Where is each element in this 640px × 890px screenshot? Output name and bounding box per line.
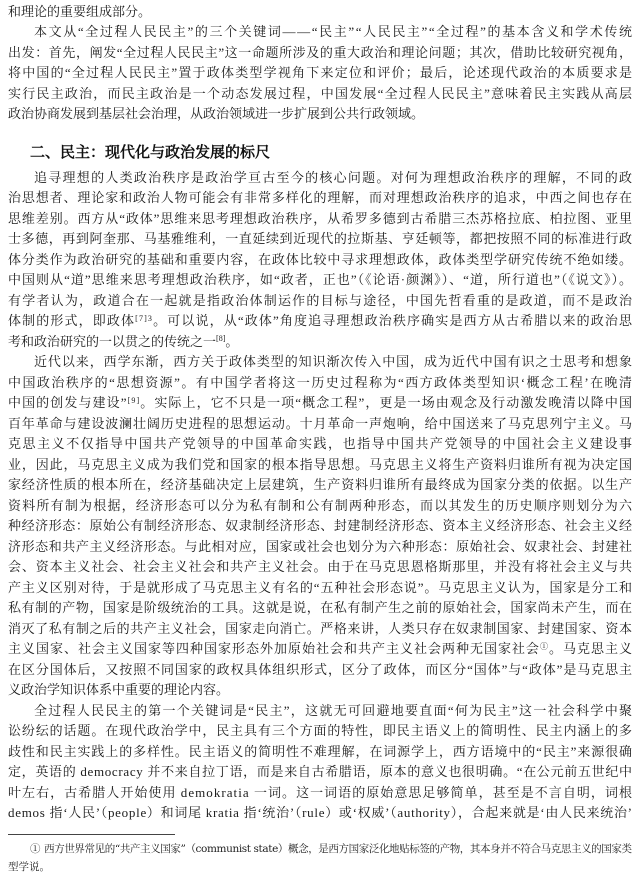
text-line: 义政治学知识体系中重要的理论内容。 <box>8 682 230 698</box>
footnote-line: 型学说。 <box>8 860 50 873</box>
text-line: 消灭了私有制之后的共产主义社会，国家走向消亡。严格来讲，人类只存在奴隶制国家、封建国家、资本 <box>8 620 633 636</box>
line-text: 。可以说，从“政体”角度追寻理想政治秩序确实是西方从古希腊以来的政治思 <box>153 313 634 329</box>
citation-ref: [9] <box>127 395 141 405</box>
line-text: 。 <box>225 333 239 349</box>
text-line: 资料所有制为根据，经济形态可以分为私有制和公有制两种形态，而以其发生的历史顺序则划分为六 <box>8 497 634 513</box>
footnote <box>8 840 632 876</box>
citation-ref: [8] <box>216 334 226 344</box>
footnote-line <box>8 840 632 858</box>
text-line: 体分类作为政治研究的基础和重要内容，在政体比较中寻求理想政体，政体类型学研究传统不绝如缕。 <box>8 251 633 267</box>
text-line: 家经济性质的根本所在，经济基础决定上层建筑，生产资料归谁所有最终成为国家分类的依据。以生产 <box>8 477 633 493</box>
text-line: 在区分国体后，又按照不同国家的政权具体组织形式，区分了政体，而区分“国体”与“政体”是马克思主 <box>8 661 633 677</box>
text-line: 士多德，再到阿奎那、马基雅维利，一直延续到近现代的拉斯基、亨廷顿等，都把按照不同的标准进行政 <box>8 231 633 247</box>
footnote-rule <box>8 834 175 835</box>
text-line: 私有制的产物，国家是阶级统治的工具。这就是说，在私有制产生之前的原始社会，国家尚未产生，而在 <box>8 600 633 616</box>
text-line: 产主义区别对待，于是就形成了马克思主义有名的“五种社会形态说”。马克思主义认为，国家是分工和 <box>8 579 633 595</box>
text-line: 有学者认为，政道合在一起就是指政治体制运作的目标与途径，中国先哲看重的是政道，而不是政治 <box>8 292 634 308</box>
citation-ref: [7]3 <box>135 313 154 323</box>
text-line: 叶左右，古希腊人开始使用 demokratia 一词。这一词语的原始意思足够简单，甚至是不言自明，词根 <box>8 784 634 800</box>
footnote-ref: ① <box>539 641 549 651</box>
page-body <box>8 2 632 876</box>
text-line <box>8 311 632 332</box>
text-line: 歧性和民主实践上的多样性。民主语义的简明性不难理解，在词源学上，西方语境中的“民主”来源很确 <box>8 743 633 759</box>
line-text: 中国的创发与建设” <box>8 395 128 411</box>
text-line: 治思想者、理论家和政治人物可能会有非常多样化的理解，而对理想政治秩序的追求，中西之间也存在 <box>8 190 633 206</box>
text-line: 和理论的重要组成部分。 <box>8 3 152 19</box>
text-line: 将中国的“全过程人民民主”置于政体类型学视角下来定位和评价；最后，论述现代政治的本质要求是 <box>8 65 634 81</box>
text-line: 济形态和共产主义经济形态。与此相对应，国家或社会也划分为六种形态：原始社会、奴隶社会、封建社 <box>8 538 633 554</box>
text-line: 思维差别。西方从“政体”思维来思考理想政治秩序，从希罗多德到古希腊三杰苏格拉底、柏拉图、亚里 <box>8 210 633 226</box>
line-text: 主义国家、社会主义国家等四种国家形态外加原始社会和共产主义社会两种无国家社会 <box>8 641 540 657</box>
text-line <box>8 332 632 353</box>
paragraph-tail <box>8 2 632 23</box>
paragraph <box>8 352 632 701</box>
line-text: 考和政治研究的一以贯之的传统之一 <box>8 333 217 349</box>
paragraph <box>8 168 632 353</box>
text-line: 业，因此，马克思主义成为我们党和国家的根本指导思想。马克思主义将生产资料归谁所有视为决定国 <box>8 456 633 472</box>
text-line: 政治协商发展到基层社会治理，从政治领域进一步扩展到公共行政领域。 <box>8 106 425 122</box>
text-line: 中国则从“道”思维来思考理想政治秩序，如“政者，正也”（《论语·颜渊》）、“道，所行道也”（《说文》）。 <box>8 272 634 288</box>
line-text: 。实际上，它不只是一项“概念工程”，更是一场由观念及行动激发晚清以降中国 <box>140 395 634 411</box>
text-line: 实行民主政治，而民主政治是一个动态发展过程，中国发展“全过程人民民主”意味着民主实践从高层 <box>8 85 634 101</box>
text-line: 克思主义不仅指导中国共产党领导的中国革命实践，也指导中国共产党领导的中国社会主义建设事 <box>8 436 634 452</box>
text-line: 出发：首先，阐发“全过程人民民主”这一命题所涉及的重大政治和理论问题；其次，借助比较研究视角， <box>8 44 633 60</box>
intro-paragraph <box>8 22 632 125</box>
text-line: 种经济形态：原始公有制经济形态、奴隶制经济形态、封建制经济形态、资本主义经济形态、社会主义经 <box>8 518 633 534</box>
text-line: demos 指‘人民’（people）和词尾 kratia 指‘统治’（rule）或‘权威’（authority），合起来就是‘由人民来统治’ <box>8 805 633 821</box>
text-line: 全过程人民民主的第一个关键词是“民主”，这就无可回避地要直面“何为民主”这一社会科学中聚 <box>34 702 634 718</box>
text-line <box>8 639 632 660</box>
line-text: 体制的形式，即政体 <box>8 313 136 329</box>
text-line: 本文从“全过程人民民主”的三个关键词——“民主”“人民民主”“全过程”的基本含义和学术传统 <box>34 24 634 40</box>
section-heading: 二、民主：现代化与政治发展的标尺 <box>30 143 271 161</box>
text-line: 追寻理想的人类政治秩序是政治学亘古至今的核心问题。对何为理想政治秩序的理解，不同的政 <box>34 169 634 185</box>
paragraph <box>8 701 632 824</box>
text-line: 中国政治秩序的“思想资源”。有中国学者将这一历史过程称为“西方政体类型知识‘概念工程’在晚清 <box>8 374 634 390</box>
text-line: 定，英语的 democracy 并不来自拉丁语，而是来自古希腊语，原本的意义也很明确。“在公元前五世纪中 <box>8 764 633 780</box>
footnote-text: 西方世界常见的“共产主义国家”（communist state）概念，是西方国家泛化地贴标签的产物，其本身并不符合马克思主义的国家类 <box>44 842 632 855</box>
text-line: 近代以来，西学东渐，西方关于政体类型的知识渐次传入中国，成为近代中国有识之士思考和想象 <box>34 354 633 370</box>
line-text: 。马克思主义 <box>548 641 633 657</box>
footnote-marker: ① <box>30 842 41 855</box>
text-line: 会、资本主义社会、社会主义社会和共产主义社会。由于在马克思恩格斯那里，并没有将社会主义与共 <box>8 559 633 575</box>
text-line: 讼纷纭的话题。在现代政治学中，民主具有三个方面的特性，即民主语义上的简明性、民主内涵上的多 <box>8 723 633 739</box>
text-line <box>8 393 632 414</box>
text-line: 百年革命与建设波澜壮阔历史进程的思想运动。十月革命一声炮响，给中国送来了马克思列宁主义。马 <box>8 415 633 431</box>
